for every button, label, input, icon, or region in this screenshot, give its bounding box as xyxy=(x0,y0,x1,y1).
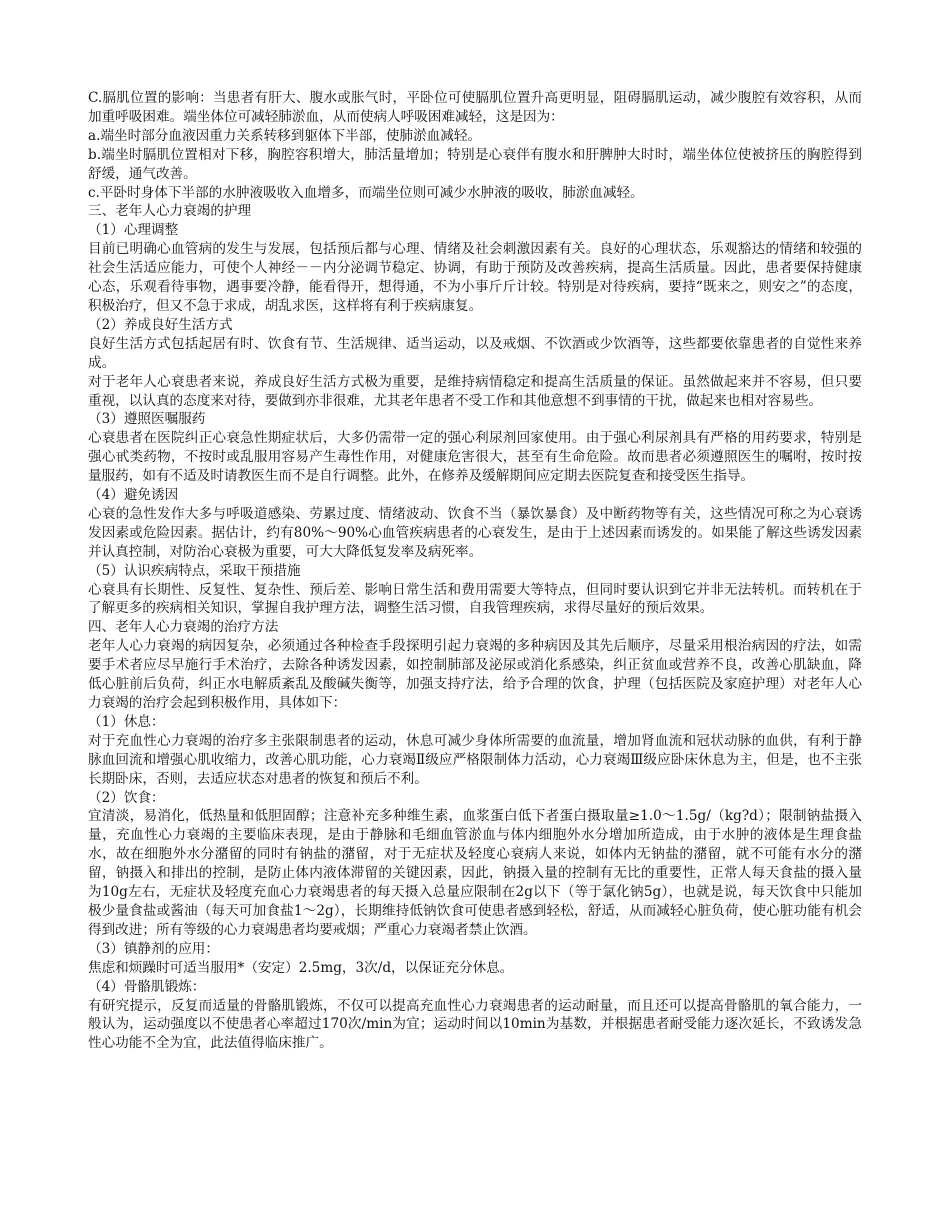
paragraph-sedatives: 焦虑和烦躁时可适当服用*（安定）2.5mg，3次/d，以保证充分休息。 xyxy=(88,959,514,976)
paragraph-psychology: 目前已明确心血管病的发生与发展，包括预后都与心理、情绪及社会刺激因素有关。良好的心理状态，乐观豁达的情绪和较强的社会生活适应能力，可使个人神经－－内分泌调节稳定、协调，有助于预防及改善疾病，提高生活质量。因此，患者要保持健康心态，乐观看待事物，遇事要冷静，能看得开，想得通，不为小事斤斤计较。特别是对待疾病，要持“既来之，则安之”的态度，积极治疗，但又不急于求成，胡乱求医，这样将有利于疾病康复。 xyxy=(88,241,862,314)
subheading-sedatives: （3）镇静剂的应用： xyxy=(88,940,219,957)
list-item-b: b.端坐时膈肌位置相对下移，胸腔容积增大，肺活量增加；特别是心衰伴有腹水和肝脾肿大时时，端坐体位使被挤压的胸腔得到舒缓，通气改善。 xyxy=(88,146,862,182)
paragraph-lifestyle-1: 良好生活方式包括起居有时、饮食有节、生活规律、适当运动，以及戒烟、不饮酒或少饮酒等，这些都要依靠患者的自觉性来养成。 xyxy=(88,335,862,371)
paragraph-lifestyle-2: 对于老年人心衰患者来说，养成良好生活方式极为重要，是维持病情稳定和提高生活质量的保证。虽然做起来并不容易，但只要重视，以认真的态度来对待，要做到亦非很难，尤其老年患者不受工作和其他意想不到事情的干扰，做起来也相对容易些。 xyxy=(88,373,862,409)
subheading-exercise: （4）骨骼肌锻炼： xyxy=(88,978,206,995)
paragraph-diaphragm-position: C.膈肌位置的影响：当患者有肝大、腹水或胀气时，平卧位可使膈肌位置升高更明显，阻碍膈肌运动，减少腹腔有效容积，从而加重呼吸困难。端坐体位可减轻肺淤血，从而使病人呼吸困难减轻，这是因为： xyxy=(88,90,862,125)
subheading-lifestyle: （2）养成良好生活方式 xyxy=(88,316,233,333)
subheading-psychology: （1）心理调整 xyxy=(88,222,179,239)
paragraph-rest: 对于充血性心力衰竭的治疗多主张限制患者的运动，休息可减少身体所需要的血流量，增加肾血流和冠状动脉的血供，有利于静脉血回流和增强心肌收缩力，改善心肌功能，心力衰竭Ⅱ级应严格限制体力活动，心力衰竭Ⅲ级应卧床休息为主，但是，也不主张长期卧床，否则，去适应状态对患者的恢复和预后不利。 xyxy=(88,732,862,787)
document-body xyxy=(88,89,862,1053)
paragraph-exercise: 有研究提示，反复而适量的骨骼肌锻炼，不仅可以提高充血性心力衰竭患者的运动耐量，而且还可以提高骨骼肌的氧合能力，一般认为，运动强度以不使患者心率超过170次/min为宜；运动时间以10min为基数，并根据患者耐受能力逐次延长，不致诱发急性心功能不全为宜，此法值得临床推广。 xyxy=(88,997,862,1052)
subheading-medication: （3）遵照医嘱服药 xyxy=(88,411,206,428)
subheading-triggers: （4）避免诱因 xyxy=(88,487,179,504)
subheading-rest: （1）休息： xyxy=(88,713,165,730)
list-item-a: a.端坐时部分血液因重力关系转移到躯体下半部，使肺淤血减轻。 xyxy=(88,127,482,144)
paragraph-triggers: 心衰的急性发作大多与呼吸道感染、劳累过度、情绪波动、饮食不当（暴饮暴食）及中断药物等有关，这些情况可称之为心衰诱发因素或危险因素。据估计，约有80%～90%心血管疾病患者的心衰发生，是由于上述因素而诱发的。如果能了解这些诱发因素并认真控制，对防治心衰极为重要，可大大降低复发率及病死率。 xyxy=(88,505,862,560)
section-heading-treatment: 四、老年人心力衰竭的治疗方法 xyxy=(88,619,279,636)
paragraph-treatment-intro: 老年人心力衰竭的病因复杂，必须通过各种检查手段探明引起力衰竭的多种病因及其先后顺序，尽量采用根治病因的疗法，如需要手术者应尽早施行手术治疗，去除各种诱发因素，如控制肺部及泌尿或消化系感染，纠正贫血或营养不良，改善心肌缺血，降低心脏前后负荷，纠正水电解质紊乱及酸碱失衡等，加强支持疗法，给予合理的饮食，护理（包括医院及家庭护理）对老年人心力衰竭的治疗会起到积极作用，具体如下： xyxy=(88,638,862,711)
paragraph-disease-features: 心衰具有长期性、反复性、复杂性、预后差、影响日常生活和费用需要大等特点，但同时要认识到它并非无法转机。而转机在于了解更多的疾病相关知识，掌握自我护理方法，调整生活习惯，自我管理疾病，求得尽量好的预后效果。 xyxy=(88,581,862,617)
list-item-c: c.平卧时身体下半部的水肿液吸收入血增多，而端坐位则可减少水肿液的吸收，肺淤血减轻。 xyxy=(88,184,644,201)
section-heading-care: 三、老年人心力衰竭的护理 xyxy=(88,203,252,220)
paragraph-medication: 心衰患者在医院纠正心衰急性期症状后，大多仍需带一定的强心利尿剂回家使用。由于强心利尿剂具有严格的用药要求，特别是强心甙类药物，不按时或乱服用容易产生毒性作用，对健康危害很大，甚至有生命危险。故而患者必须遵照医生的嘱咐，按时按量服药，如有不适及时请教医生而不是自行调整。此外，在修养及缓解期间应定期去医院复查和接受医生指导。 xyxy=(88,430,862,485)
paragraph-diet: 宜清淡，易消化，低热量和低胆固醇；注意补充多种维生素，血浆蛋白低下者蛋白摄取量≥1.0～1.5g/（kg?d）；限制钠盐摄入量，充血性心力衰竭的主要临床表现，是由于静脉和毛细血管淤血与体内细胞外水分增加所造成，由于水肿的液体是生理食盐水，故在细胞外水分潴留的同时有钠盐的潴留，对于无症状及轻度心衰病人来说，如体内无钠盐的潴留，就不可能有水分的潴留，钠摄入和排出的控制，是防止体内液体滞留的关键因素，因此，钠摄入量的控制有无比的重要性，正常人每天食盐的摄入量为10g左右，无症状及轻度充血心力衰竭患者的每天摄入总量应限制在2g以下（等于氯化钠5g），也就是说，每天饮食中只能加极少量食盐或酱油（每天可加食盐1～2g），长期维持低钠饮食可使患者感到轻松，舒适，从而减轻心脏负荷，使心脏功能有机会得到改进；所有等级的心力衰竭患者均要戒烟；严重心力衰竭者禁止饮酒。 xyxy=(88,808,862,938)
subheading-disease-features: （5）认识疾病特点，采取干预措施 xyxy=(88,562,301,579)
subheading-diet: （2）饮食： xyxy=(88,789,165,806)
